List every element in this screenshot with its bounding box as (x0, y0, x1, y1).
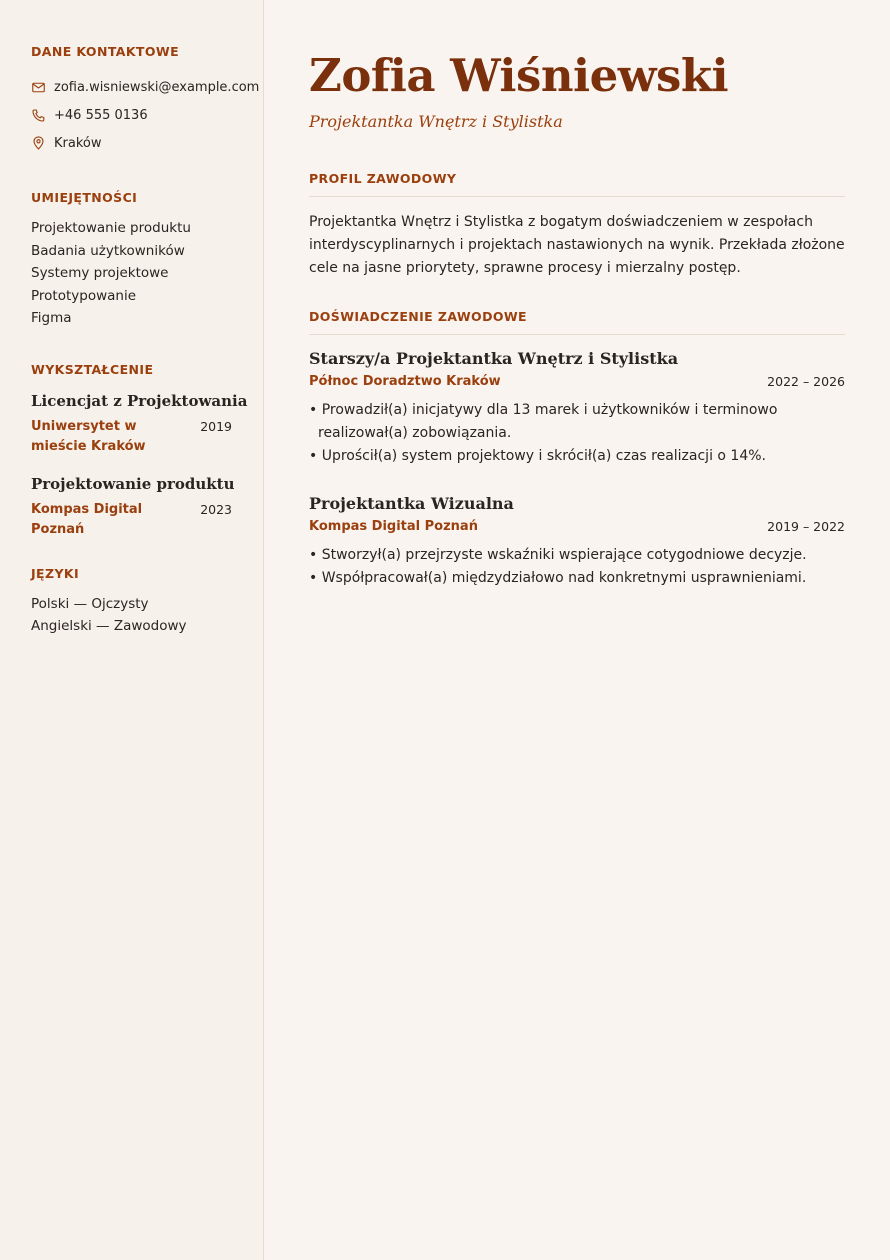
job-company: Północ Doradztwo Kraków (309, 374, 501, 389)
job-entry (309, 349, 845, 468)
job-entry (309, 494, 845, 590)
languages-heading: JĘZYKI (31, 565, 80, 581)
contact-phone[interactable] (31, 101, 263, 129)
location-pin-icon (31, 136, 45, 150)
job-bullet: • Uprościł(a) system projektowy i skrócił(a) czas realizacji o 14%. (309, 445, 845, 468)
language-item: Angielski — Zawodowy (31, 618, 187, 634)
education-item (31, 475, 263, 540)
education-item (31, 392, 263, 457)
job-bullets (309, 544, 845, 590)
contact-list (31, 73, 263, 157)
job-subtitle: Projektantka Wnętrz i Stylistka (309, 112, 563, 131)
job-bullet: • Prowadził(a) inicjatywy dla 13 marek i użytkowników i terminowo realizował(a) zobowiązania. (309, 399, 845, 445)
skill-item: Systemy projektowe (31, 265, 169, 281)
education-title: Licencjat z Projektowania (31, 391, 248, 410)
contact-location-text: Kraków (54, 135, 102, 151)
languages-section (31, 566, 263, 638)
profile-heading: PROFIL ZAWODOWY (309, 171, 845, 197)
profile-section (309, 171, 845, 280)
profile-text: Projektantka Wnętrz i Stylistka z bogatym doświadczeniem w zespołach interdyscyplinarnych i projektach nastawionych na wynik. Przekłada złożone cele na jasne priorytety, sprawne procesy i mierzalny postęp. (309, 214, 845, 276)
language-item: Polski — Ojczysty (31, 595, 149, 612)
job-bullets (309, 399, 845, 468)
mail-icon (31, 80, 45, 94)
education-school: Kompas Digital Poznań (31, 501, 143, 537)
education-section (31, 362, 263, 540)
contact-heading: DANE KONTAKTOWE (31, 44, 180, 59)
job-dates: 2019 – 2022 (767, 519, 845, 534)
skill-item: Prototypowanie (31, 287, 137, 304)
experience-section (309, 309, 845, 590)
experience-heading: DOŚWIADCZENIE ZAWODOWE (309, 309, 845, 335)
contact-email-text: zofia.wisniewski@example.com (54, 79, 260, 95)
job-bullet: • Stworzył(a) przejrzyste wskaźniki wspierające cotygodniowe decyzje. (309, 544, 845, 567)
job-meta (309, 374, 845, 389)
contact-email[interactable] (31, 73, 263, 101)
skill-item: Badania użytkowników (31, 242, 185, 259)
skills-section (31, 190, 263, 330)
contact-section (31, 44, 263, 157)
phone-icon (31, 108, 45, 122)
job-dates: 2022 – 2026 (767, 374, 845, 389)
education-year: 2019 (200, 418, 232, 434)
job-title: Projektantka Wizualna (309, 494, 514, 513)
education-school: Uniwersytet w mieście Kraków (31, 418, 146, 454)
job-company: Kompas Digital Poznań (309, 519, 478, 534)
main-content (264, 0, 890, 1260)
job-title: Starszy/a Projektantka Wnętrz i Stylistka (309, 349, 679, 368)
person-name: Zofia Wiśniewski (309, 49, 729, 102)
contact-phone-text: +46 555 0136 (54, 107, 148, 123)
education-meta (31, 417, 232, 457)
education-meta (31, 500, 232, 540)
skill-item: Projektowanie produktu (31, 220, 191, 236)
skill-item: Figma (31, 310, 72, 326)
skills-heading: UMIEJĘTNOŚCI (31, 190, 138, 205)
job-meta (309, 519, 845, 534)
education-title: Projektowanie produktu (31, 474, 235, 493)
education-heading: WYKSZTAŁCENIE (31, 361, 154, 377)
contact-location (31, 129, 263, 157)
education-year: 2023 (200, 501, 232, 517)
job-bullet: • Współpracował(a) międzydziałowo nad konkretnymi usprawnieniami. (309, 567, 845, 590)
sidebar (0, 0, 264, 1260)
